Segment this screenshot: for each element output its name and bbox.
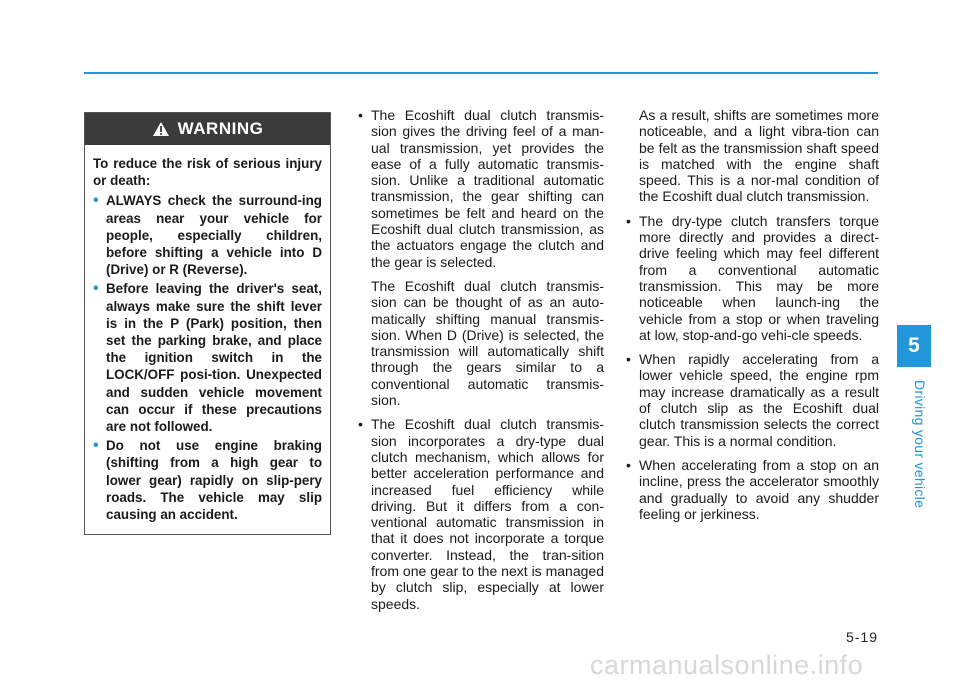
paragraph: • When rapidly accelerating from a lower vehicle speed, the engine rpm may increase dramatically as a result of clutch slip as the Ecoshift dual clutch transmission selects the correct gear. This is a normal condition. — [624, 351, 879, 449]
top-rule — [84, 72, 878, 74]
warning-header — [85, 113, 330, 145]
paragraph: • The Ecoshift dual clutch transmis-sion incorporates a dry-type dual clutch mechanism, which allows for better acceleration performance and increased fuel efficiency while driving. But it differs from a con-ventional automatic transmission in that it does not incorporate a torque converter. Instead, the tran-sition from one gear to the next is managed by clutch slip, especially at lower speeds. — [356, 416, 604, 612]
warning-intro: To reduce the risk of serious injury or death: — [93, 156, 322, 189]
paragraph: • The dry-type clutch transfers torque more directly and provides a direct-drive feeling which may feel different from a conventional automatic transmission. This may be more noticeable when launch-ing the vehicle from a stop or when traveling at low, stop-and-go vehi-cle speeds. — [624, 213, 879, 343]
paragraph: • When accelerating from a stop on an incline, press the accelerator smoothly and gradually to avoid any shudder feeling or jerkiness. — [624, 457, 879, 522]
watermark: carmanualsonline.info — [590, 650, 864, 680]
warning-triangle-icon — [152, 121, 170, 137]
warning-item: • Before leaving the driver's seat, always make sure the shift lever is in the P (Park) position, then set the parking brake, and place the ignition switch in the LOCK/OFF posi-tion. Unexpected and sudden vehicle movement can occur if these precautions are not followed. — [93, 280, 322, 435]
chapter-label: Driving your vehicle — [912, 380, 928, 509]
chapter-tab: 5 — [897, 325, 931, 367]
paragraph: • The Ecoshift dual clutch transmis-sion gives the driving feel of a man-ual transmission, yet provides the ease of a fully automatic transmis-sion. Unlike a traditional automatic transmission, the gear shifting can sometimes be felt and heard on the Ecoshift dual clutch transmission, as the actuators engage the clutch and the gear is selected. — [356, 107, 604, 270]
page-number: 5-19 — [845, 629, 878, 645]
paragraph: The Ecoshift dual clutch transmis-sion can be thought of as an auto-matically shifting manual transmis-sion. When D (Drive) is selected, the transmission will automatically shift through the gears similar to a conventional automatic transmis-sion. — [371, 277, 604, 409]
warning-item: • Do not use engine braking (shifting from a high gear to lower gear) rapidly on slip-pery roads. The vehicle may slip causing an accident. — [93, 437, 322, 523]
warning-box — [84, 112, 331, 535]
paragraph: As a result, shifts are sometimes more noticeable, and a light vibra-tion can be felt as the transmission shaft speed is matched with the engine shaft speed. This is a nor-mal condition of the Ecoshift dual clutch transmission. — [639, 107, 879, 205]
warning-item: • ALWAYS check the surround-ing areas near your vehicle for people, especially children, before shifting a vehicle into D (Drive) or R (Reverse). — [93, 192, 322, 278]
warning-title: WARNING — [177, 119, 264, 138]
warning-list — [93, 192, 322, 523]
right-column — [624, 107, 879, 530]
middle-column — [356, 107, 604, 620]
warning-body — [85, 145, 330, 523]
